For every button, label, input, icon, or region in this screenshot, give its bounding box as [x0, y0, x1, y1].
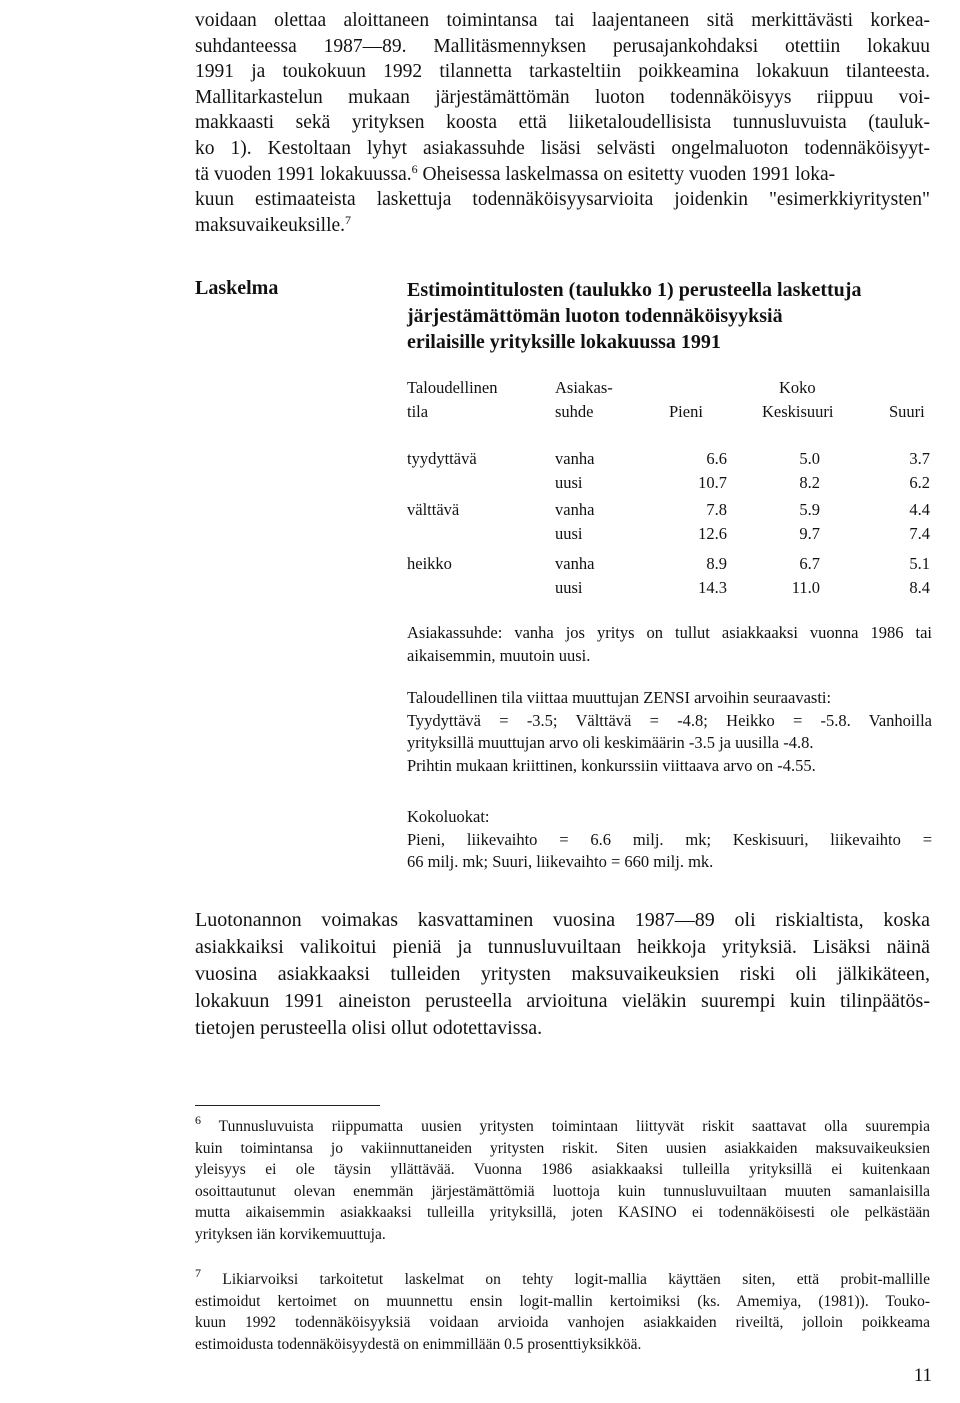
footnote-ref-6[interactable]: 6	[411, 161, 418, 176]
footnote-line: yrityksen iän korvikemuuttuja.	[195, 1225, 386, 1243]
note-line: Asiakassuhde: vanha jos yritys on tullut asiakkaaksi vuonna 1986 tai	[407, 623, 932, 642]
footnote-ref-7[interactable]: 7	[345, 212, 352, 227]
cell-suuri: 7.4	[909, 524, 930, 543]
note-line: Taloudellinen tila viittaa muuttujan ZENSI arvoihin seuraavasti:	[407, 688, 832, 707]
text-fragment: Oheisessa laskelmassa on esitetty vuoden 1991 loka-	[417, 163, 836, 185]
text-fragment: Tunnusluvuista riippumatta uusien yritysten toimintaan liittyvät riskit saattavat olla suurempia	[201, 1118, 930, 1135]
header-pieni: Pieni	[669, 402, 703, 421]
text-line: makkaasti sekä yrityksen koosta että liiketaloudellisista tunnusluvuista (tauluk-	[195, 112, 930, 134]
note-line: aikaisemmin, muutoin uusi.	[407, 645, 591, 665]
title-line: erilaisille yrityksille lokakuussa 1991	[407, 331, 721, 353]
cell-tila: tyydyttävä	[407, 449, 477, 468]
cell-pieni: 6.6	[706, 449, 727, 468]
footnote-line: mutta aikaisemmin asiakkaaksi tulleilla yrityksillä, joten KASINO ei todennäköisesti ole pelkästään	[195, 1204, 930, 1221]
cell-suuri: 8.4	[909, 578, 930, 597]
cell-pieni: 8.9	[706, 554, 727, 573]
cell-keskisuuri: 9.7	[799, 524, 820, 543]
note-line: Tyydyttävä = -3.5; Välttävä = -4.8; Heikko = -5.8. Vanhoilla	[407, 710, 932, 730]
text-line: voidaan olettaa aloittaneen toimintansa tai laajentaneen sitä merkittävästi korkea-	[195, 10, 930, 31]
text-line: Luotonannon voimakas kasvattaminen vuosina 1987—89 oli riskialtista, koska	[195, 909, 930, 931]
cell-keskisuuri: 8.2	[799, 473, 820, 492]
footnote-line	[195, 1266, 930, 1291]
cell-suhde: uusi	[555, 578, 583, 597]
footnote-line: estimoidut kertoimet on muunnettu ensin logit-mallin kertoimiksi (ks. Amemiya, (1981)). Touko-	[195, 1292, 930, 1310]
cell-suuri: 5.1	[909, 554, 930, 573]
text-line: kuun estimaateista laskettuja todennäköisyysarvioita joidenkin "esimerkkiyritysten"	[195, 189, 930, 211]
cell-suuri: 3.7	[909, 449, 930, 468]
text-line: ko 1). Kestoltaan lyhyt asiakassuhde lisäsi selvästi ongelmaluoton todennäköisyyt-	[195, 137, 930, 159]
note-line: Pieni, liikevaihto = 6.6 milj. mk; Keskisuuri, liikevaihto =	[407, 829, 932, 849]
note-line: Kokoluokat:	[407, 807, 490, 826]
footnote-marker: 6	[195, 1113, 201, 1127]
text-line	[195, 162, 930, 188]
note-asiakassuhde	[407, 622, 932, 667]
footnote-line: estimoidusta todennäköisyydestä on enimmillään 0.5 prosenttiyksikköä.	[195, 1335, 642, 1353]
footnote-marker: 7	[195, 1266, 201, 1280]
cell-keskisuuri: 5.9	[799, 500, 820, 519]
header-keskisuuri: Keskisuuri	[762, 402, 834, 421]
cell-suhde: vanha	[555, 500, 595, 519]
cell-pieni: 7.8	[706, 500, 727, 519]
note-taloudellinen-tila	[407, 687, 932, 777]
header-tila-line1: Taloudellinen	[407, 378, 498, 397]
note-kokoluokat	[407, 806, 932, 874]
note-line: yrityksillä muuttujan arvo oli keskimäärin -3.5 ja uusilla -4.8.	[407, 733, 814, 752]
cell-pieni: 10.7	[698, 473, 727, 492]
page-number: 11	[913, 1365, 932, 1386]
text-fragment: tä vuoden 1991 lokakuussa.	[195, 163, 412, 185]
cell-suhde: vanha	[555, 554, 595, 573]
footnote-6	[195, 1113, 930, 1245]
body-paragraph-2	[195, 907, 930, 1042]
cell-suhde: vanha	[555, 449, 595, 468]
footnote-line: yleisyys ei ole täysin yllättävää. Vuonna 1986 asiakkaaksi tulleilla yrityksillä ei kuitenkaan	[195, 1161, 930, 1178]
cell-pieni: 12.6	[698, 524, 727, 543]
cell-suuri: 4.4	[909, 500, 930, 519]
text-line: 1991 ja toukokuun 1992 tilannetta tarkasteltiin poikkeamina lokakuun tilanteesta.	[195, 61, 930, 83]
header-suuri: Suuri	[889, 402, 925, 421]
title-line: Estimointitulosten (taulukko 1) perusteella laskettuja	[407, 279, 862, 301]
cell-tila: välttävä	[407, 500, 460, 519]
cell-keskisuuri: 11.0	[791, 578, 820, 597]
text-line: suhdanteessa 1987—89. Mallitäsmennyksen perusajankohdaksi otettiin lokakuu	[195, 35, 930, 57]
text-line: Mallitarkastelun mukaan järjestämättömän luoton todennäköisyys riippuu voi-	[195, 86, 930, 108]
cell-suhde: uusi	[555, 524, 583, 543]
cell-keskisuuri: 5.0	[799, 449, 820, 468]
text-line: vuosina asiakkaaksi tulleiden yritysten maksuvaikeuksien riski oli jälkikäteen,	[195, 963, 930, 985]
cell-keskisuuri: 6.7	[799, 554, 820, 573]
header-tila-line2: tila	[407, 402, 429, 421]
footnote-line: kuun 1992 todennäköisyyksiä voidaan arvioida vanhojen asiakkaiden riveiltä, jolloin poikkeama	[195, 1314, 930, 1331]
cell-pieni: 14.3	[698, 578, 727, 597]
text-line	[195, 213, 930, 239]
note-line: 66 milj. mk; Suuri, liikevaihto = 660 milj. mk.	[407, 852, 714, 871]
footnote-separator	[195, 1105, 380, 1106]
cell-tila: heikko	[407, 554, 452, 573]
text-line: lokakuun 1991 aineiston perusteella arvioituna vieläkin suurempi kuin tilinpäätös-	[195, 990, 930, 1012]
text-fragment: Likiarvoiksi tarkoitetut laskelmat on tehty logit-mallia käyttäen siten, että probit-mallille	[201, 1271, 930, 1288]
footnote-line: kuin toimintansa jo vakiinnuttaneiden yritysten riskit. Siten uusien asiakkaiden maksuvaikeuksien	[195, 1139, 930, 1157]
footnote-line	[195, 1113, 930, 1138]
title-line: järjestämättömän luoton todennäköisyyksiä	[407, 305, 783, 327]
cell-suuri: 6.2	[909, 473, 930, 492]
calculation-title	[407, 277, 861, 355]
header-koko: Koko	[779, 378, 816, 397]
header-suhde-line1: Asiakas-	[555, 378, 613, 397]
note-line: Prihtin mukaan kriittinen, konkurssiin viittaava arvo on -4.55.	[407, 755, 816, 775]
cell-suhde: uusi	[555, 473, 583, 492]
header-suhde-line2: suhde	[555, 402, 594, 421]
text-line: tietojen perusteella olisi ollut odotettavissa.	[195, 1017, 543, 1039]
text-fragment: maksuvaikeuksille.	[195, 214, 346, 236]
footnote-7	[195, 1266, 930, 1355]
calculation-label: Laskelma	[195, 277, 279, 299]
footnote-line: osoittautunut olevan enemmän järjestämättömiä luottoja kuin tunnusluvuiltaan muuten samanlaisilla	[195, 1182, 930, 1200]
text-line: asiakkaiksi valikoitui pieniä ja tunnusluvuiltaan heikkoja yrityksiä. Lisäksi näinä	[195, 936, 930, 958]
body-paragraph-1	[195, 8, 930, 238]
